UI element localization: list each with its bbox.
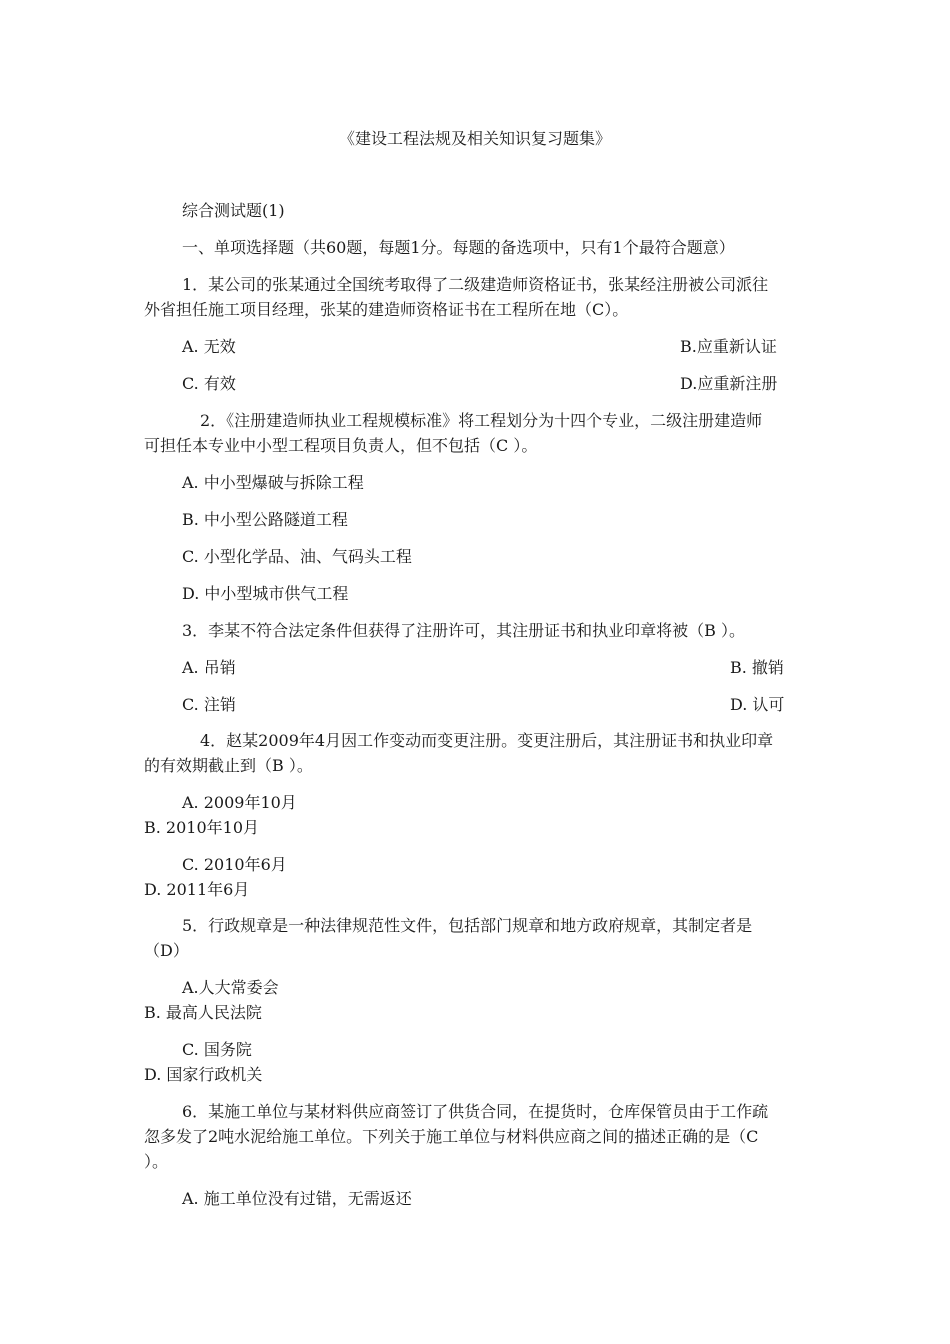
question-6-option-a: A. 施工单位没有过错，无需返还 bbox=[182, 1189, 412, 1208]
question-4-option-a: A. 2009年10月 bbox=[182, 793, 297, 812]
question-4-line-1: 4．赵某2009年4月因工作变动而变更注册。变更注册后，其注册证书和执业印章 bbox=[200, 731, 774, 750]
question-6-line-3: ）。 bbox=[144, 1152, 169, 1171]
question-5-line-1: 5．行政规章是一种法律规范性文件，包括部门规章和地方政府规章，其制定者是 bbox=[182, 916, 753, 935]
question-1-line-1: 1．某公司的张某通过全国统考取得了二级建造师资格证书，张某经注册被公司派往 bbox=[182, 275, 769, 294]
question-5-option-c: C. 国务院 bbox=[182, 1040, 252, 1059]
question-4-line-2: 的有效期截止到（B ）。 bbox=[144, 756, 313, 775]
question-2-option-c: C. 小型化学品、油、气码头工程 bbox=[182, 547, 412, 566]
question-1-option-d: D.应重新注册 bbox=[680, 374, 778, 393]
part-heading: 一、单项选择题（共60题，每题1分。每题的备选项中，只有1个最符合题意） bbox=[182, 238, 735, 257]
question-4-option-d: D. 2011年6月 bbox=[144, 880, 250, 899]
question-5-option-a: A.人大常委会 bbox=[182, 978, 279, 997]
question-1-option-b: B.应重新认证 bbox=[680, 337, 777, 356]
question-3-option-b: B. 撤销 bbox=[730, 658, 784, 677]
question-3-line-1: 3．李某不符合法定条件但获得了注册许可，其注册证书和执业印章将被（B ）。 bbox=[182, 621, 746, 640]
question-1-line-2: 外省担任施工项目经理，张某的建造师资格证书在工程所在地（C）。 bbox=[144, 300, 629, 319]
question-4-option-b: B. 2010年10月 bbox=[144, 818, 260, 837]
question-4-option-c: C. 2010年6月 bbox=[182, 855, 287, 874]
question-5-line-2: （D） bbox=[144, 941, 189, 960]
question-1-option-c: C. 有效 bbox=[182, 374, 236, 393]
question-5-option-d: D. 国家行政机关 bbox=[144, 1065, 263, 1084]
question-2-option-a: A. 中小型爆破与拆除工程 bbox=[182, 473, 364, 492]
question-6-line-1: 6．某施工单位与某材料供应商签订了供货合同，在提货时，仓库保管员由于工作疏 bbox=[182, 1102, 769, 1121]
question-3-option-a: A. 吊销 bbox=[182, 658, 236, 677]
question-5-option-b: B. 最高人民法院 bbox=[144, 1003, 262, 1022]
question-2-line-1: 2．《注册建造师执业工程规模标准》将工程划分为十四个专业，二级注册建造师 bbox=[200, 411, 763, 430]
question-2-line-2: 可担任本专业中小型工程项目负责人，但不包括（C ）。 bbox=[144, 436, 538, 455]
question-2-option-b: B. 中小型公路隧道工程 bbox=[182, 510, 348, 529]
section-heading: 综合测试题(1) bbox=[182, 201, 285, 220]
question-3-option-c: C. 注销 bbox=[182, 695, 236, 714]
question-3-option-d: D. 认可 bbox=[730, 695, 785, 714]
question-1-option-a: A. 无效 bbox=[182, 337, 236, 356]
question-6-line-2: 忽多发了2吨水泥给施工单位。下列关于施工单位与材料供应商之间的描述正确的是（C bbox=[144, 1127, 759, 1146]
question-2-option-d: D. 中小型城市供气工程 bbox=[182, 584, 349, 603]
document-title: 《建设工程法规及相关知识复习题集》 bbox=[338, 129, 611, 148]
